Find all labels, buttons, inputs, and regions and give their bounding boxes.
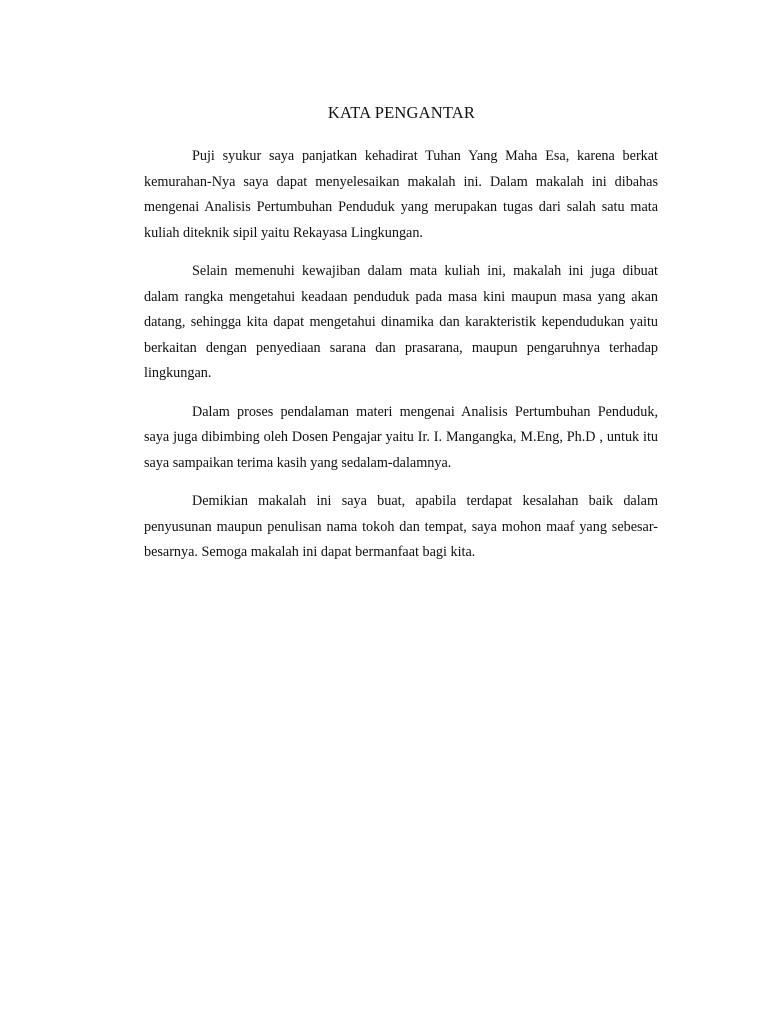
paragraph-1: Puji syukur saya panjatkan kehadirat Tuhan Yang Maha Esa, karena berkat kemurahan-Nya saya dapat menyelesaikan makalah ini. Dalam makalah ini dibahas mengenai Analisis Pertumbuhan Penduduk yang merupakan tugas dari salah satu mata kuliah diteknik sipil yaitu Rekayasa Lingkungan. xyxy=(144,148,658,241)
page-title: KATA PENGANTAR xyxy=(327,103,476,122)
document-body xyxy=(144,144,658,579)
paragraph-2: Selain memenuhi kewajiban dalam mata kuliah ini, makalah ini juga dibuat dalam rangka mengetahui keadaan penduduk pada masa kini maupun masa yang akan datang, sehingga kita dapat mengetahui dinamika dan karakteristik kependudukan yaitu berkaitan dengan penyediaan sarana dan prasarana, maupun pengaruhnya terhadap lingkungan. xyxy=(144,263,658,381)
paragraph-4: Demikian makalah ini saya buat, apabila terdapat kesalahan baik dalam penyusunan maupun penulisan nama tokoh dan tempat, saya mohon maaf yang sebesar-besarnya. Semoga makalah ini dapat bermanfaat bagi kita. xyxy=(144,493,658,560)
paragraph-3: Dalam proses pendalaman materi mengenai Analisis Pertumbuhan Penduduk, saya juga dibimbing oleh Dosen Pengajar yaitu Ir. I. Mangangka, M.Eng, Ph.D , untuk itu saya sampaikan terima kasih yang sedalam-dalamnya. xyxy=(144,403,658,471)
